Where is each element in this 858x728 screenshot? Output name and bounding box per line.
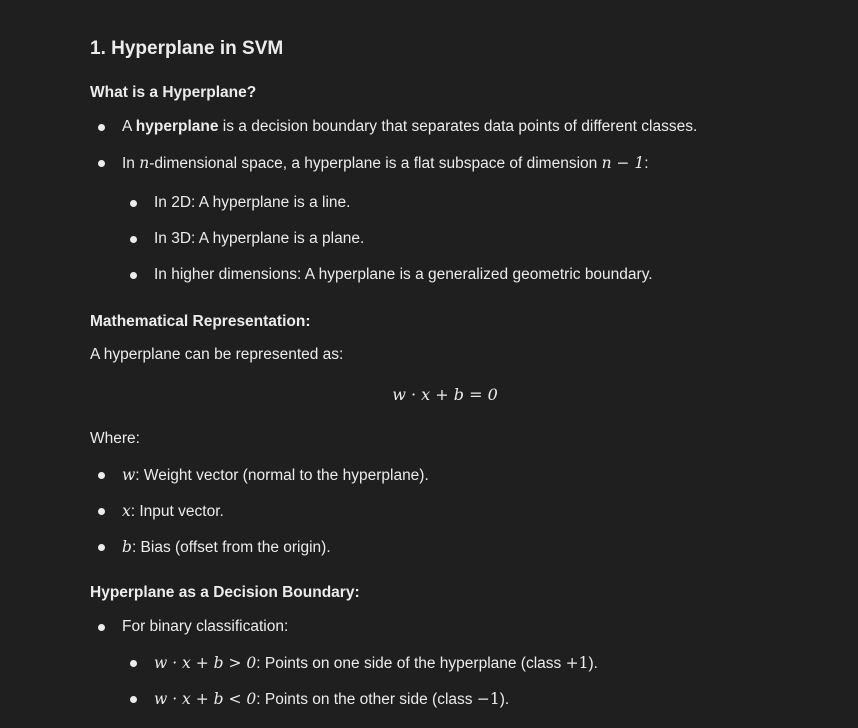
- sub-item-positive: [154, 653, 598, 674]
- text: In: [122, 155, 140, 172]
- text: -dimensional space, a hyperplane is a flat subspace of dimension: [149, 155, 602, 172]
- sub-item-negative: [154, 689, 509, 710]
- math-class-plus: +1: [565, 654, 589, 672]
- equation-hyperplane: w · x + b = 0: [392, 385, 498, 404]
- list-item-input: [122, 501, 224, 522]
- section-heading-what-is: What is a Hyperplane?: [90, 84, 257, 101]
- bullet-icon: [130, 660, 137, 667]
- bullet-icon: [130, 200, 137, 207]
- text: ).: [588, 655, 598, 672]
- math-b: b: [122, 538, 132, 556]
- where-label: Where:: [90, 430, 140, 447]
- text: ).: [499, 691, 510, 708]
- bullet-icon: [98, 160, 105, 167]
- text: is a decision boundary that separates data points of different classes.: [218, 118, 698, 135]
- text: : Input vector.: [130, 503, 224, 520]
- bullet-icon: [98, 508, 105, 515]
- list-item-dimension: [122, 153, 649, 174]
- bullet-icon: [98, 472, 105, 479]
- text: :: [644, 155, 649, 172]
- text: : Weight vector (normal to the hyperplane).: [135, 467, 429, 484]
- bullet-icon: [130, 696, 137, 703]
- section-heading-decision: Hyperplane as a Decision Boundary:: [90, 584, 360, 601]
- math-class-minus: −1: [476, 690, 500, 708]
- bullet-icon: [130, 236, 137, 243]
- bold-term: hyperplane: [135, 118, 219, 135]
- bullet-icon: [98, 124, 105, 131]
- bullet-icon: [98, 544, 105, 551]
- section-heading-math: Mathematical Representation:: [90, 313, 311, 330]
- math-intro: A hyperplane can be represented as:: [90, 346, 344, 363]
- list-item-binary: For binary classification:: [122, 618, 289, 635]
- text: : Points on the other side (class: [256, 691, 477, 708]
- sub-item-2d: In 2D: A hyperplane is a line.: [154, 194, 351, 211]
- text: A: [122, 118, 136, 135]
- math-positive-expr: w · x + b > 0: [154, 654, 257, 672]
- math-x: x: [122, 502, 131, 520]
- text: : Bias (offset from the origin).: [131, 539, 331, 556]
- math-negative-expr: w · x + b < 0: [154, 690, 257, 708]
- list-item-weight: [122, 465, 429, 486]
- text: : Points on one side of the hyperplane (class: [256, 655, 566, 672]
- bullet-icon: [98, 624, 105, 631]
- math-n-minus-1: n − 1: [601, 154, 645, 172]
- page-title: 1. Hyperplane in SVM: [90, 38, 284, 59]
- sub-item-higher: In higher dimensions: A hyperplane is a generalized geometric boundary.: [154, 266, 653, 283]
- bullet-icon: [130, 272, 137, 279]
- list-item-bias: [122, 537, 331, 558]
- math-n: n: [139, 154, 150, 172]
- list-item-definition: [122, 117, 697, 137]
- math-w: w: [122, 466, 136, 484]
- sub-item-3d: In 3D: A hyperplane is a plane.: [154, 230, 365, 247]
